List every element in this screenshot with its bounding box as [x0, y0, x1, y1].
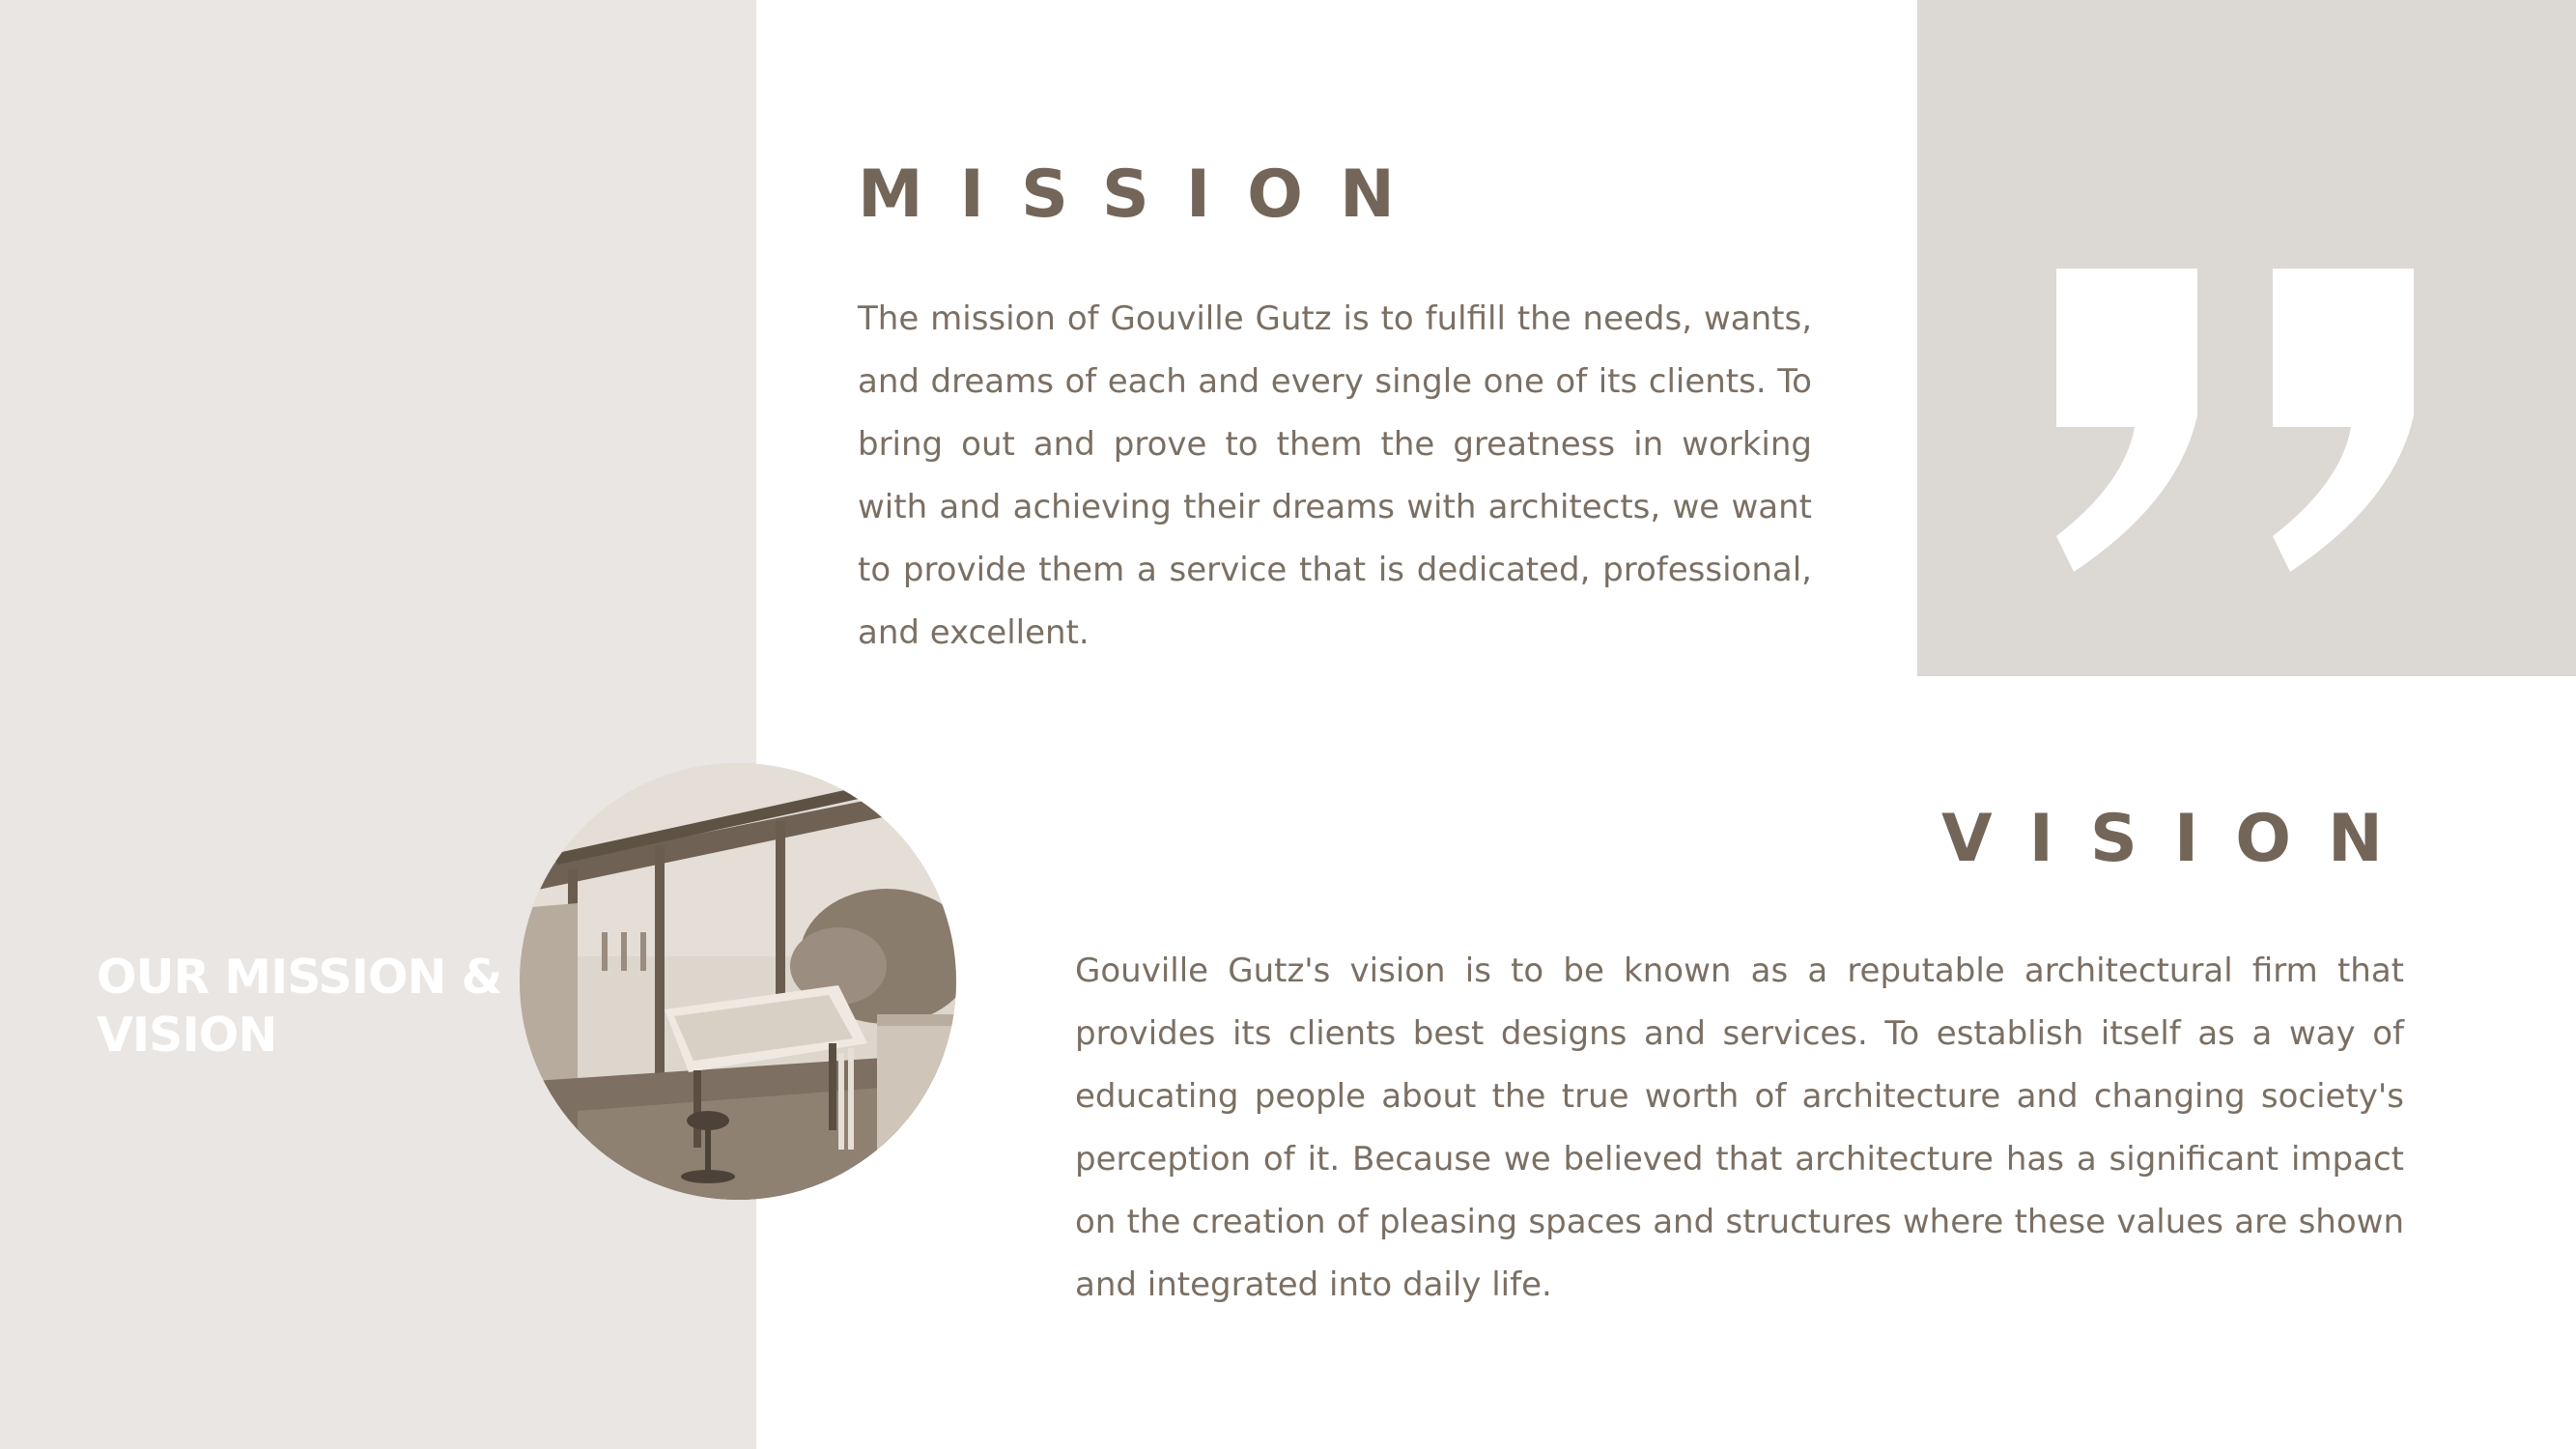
vision-text: Gouville Gutz's vision is to be known as a reputable architectural firm that provides its clients best designs and services. To establish itself as a way of educating people about the true worth of architecture and changing society's perception of it. Because we believed that architecture has a significant impact on the creation of pleasing spaces and structures where these values are shown and integrated into daily life.: [1075, 952, 2404, 1304]
vision-heading: VISION: [1941, 801, 2420, 877]
mission-text: The mission of Gouville Gutz is to fulfill the needs, wants, and dreams of each and every single one of its clients. To bring out and prove to them the greatness in working with and achieving their dreams with architects, we want to provide them a service that is dedicated, professional, and excellent.: [858, 299, 1812, 652]
side-title: OUR MISSION & VISION: [97, 950, 502, 1063]
quote-block: [1917, 0, 2576, 676]
closing-quote-icon: [1917, 0, 2576, 676]
left-panel: [0, 0, 756, 1449]
architect-studio-photo: [520, 763, 956, 1200]
mission-heading: MISSION: [858, 156, 1431, 233]
